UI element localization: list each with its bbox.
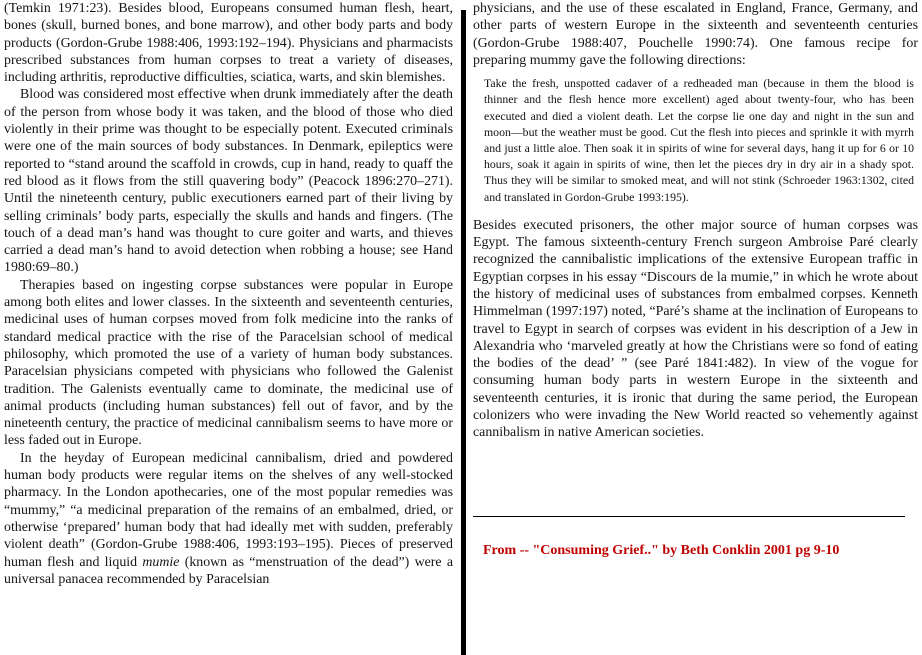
horizontal-rule: [473, 516, 905, 517]
left-paragraph-3: Therapies based on ingesting corpse substances were popular in Europe among both elites and lower classes. In the sixteenth and seventeenth centuries, medicinal uses of human corpses moved from folk medicine into the ranks of standard medical practice with the rise of the Paracelsian school of medical philosophy, which promoted the use of a variety of human body substances. Paracelsian physicians competed with physicians who followed the Galenist tradition. The Galenists eventually came to dominate, the medicinal use of animal products (including human substances) fell out of favor, and by the nineteenth century, the practice of medicinal cannibalism seems to have more or less faded out in Europe.: [4, 277, 453, 449]
mumie-italic: mumie: [142, 554, 180, 570]
recipe-block-quote: Take the fresh, unspotted cadaver of a redheaded man (because in them the blood is thinner and the flesh hence more excellent) aged about twenty-four, who has been executed and died a violent death. Let the corpse lie one day and night in the sun and moon—but the weather must be good. Cut the flesh into pieces and sprinkle it with myrrh and just a little aloe. Then soak it in spirits of wine for several days, hang it up for 6 or 10 hours, soak it again in spirits of wine, then let the pieces dry in dry air in a shady spot. Thus they will be similar to smoked meat, and will not stink (Schroeder 1963:1302, cited and translated in Gordon-Grube 1993:195).: [484, 76, 914, 204]
left-paragraph-4-text-a: In the heyday of European medicinal cannibalism, dried and powdered human body products were regular items on the shelves of any well-stocked pharmacy. In the London apothecaries, one of the most popular remedies was “mummy,” “a medicinal preparation of the remains of an embalmed, dried, or otherwise ‘prepared’ human body that had ideally met with sudden, preferably violent death” (Gordon-Grube 1988:406, 1993:193–195). Pieces of preserved human flesh and liquid: [4, 450, 453, 570]
source-citation: From -- "Consuming Grief.." by Beth Conklin 2001 pg 9-10: [483, 543, 840, 558]
left-paragraph-2: Blood was considered most effective when drunk immediately after the death of the person from whose body it was taken, and the blood of those who died violently in their prime was thought to be especially potent. Executed criminals were one of the main sources of body substances. In Denmark, epileptics were reported to “stand around the scaffold in crowds, cup in hand, ready to quaff the red blood as it flows from the still quavering body” (Peacock 1896:270–271). Until the nineteenth century, public executioners earned part of their living by selling criminals’ body parts, especially the skulls and hands and fingers. (The touch of a dead man’s hand was thought to cure goiter and warts, and thieves carried a dead man’s hand to avoid detection when robbing a house; see Hand 1980:69–80.): [4, 87, 453, 276]
column-divider: [461, 10, 466, 655]
paragraph-gap: [473, 205, 918, 217]
right-paragraph-1: physicians, and the use of these escalated in England, France, Germany, and other parts of western Europe in the sixteenth and seventeenth centuries (Gordon-Grube 1988:407, Pouchelle 1990:74). One famous recipe for preparing mummy gave the following directions:: [473, 1, 918, 68]
left-paragraph-1: (Temkin 1971:23). Besides blood, Europeans consumed human flesh, heart, bones (skull, burned bones, and bone marrow), and other body parts and body products (Gordon-Grube 1988:406, 1993:192–194). Physicians and pharmacists prescribed substances from human corpses to treat a variety of diseases, including arthritis, reproductive difficulties, sciatica, warts, and skin blemishes.: [4, 1, 453, 86]
left-paragraph-4: [4, 450, 453, 588]
left-paragraph-4-text-b: (known as “menstruation of the dead”) were a universal panacea recommended by Paracelsian: [4, 554, 453, 587]
right-paragraph-2: Besides executed prisoners, the other major source of human corpses was Egypt. The famous sixteenth-century French surgeon Ambroise Paré clearly recognized the cannibalistic implications of the extensive European traffic in Egyptian corpses in his essay “Discours de la mumie,” in which he wrote about the history of medicinal uses of substances from embalmed corpses. Kenneth Himmelman (1997:197) noted, “Paré’s shame at the inclination of Europeans to travel to Egypt in search of corpses was evident in his description of a Jew in Alexandria who ‘marveled greatly at how the Christians were so fond of eating the bodies of the dead’ ” (see Paré 1841:482). In view of the vogue for consuming human body parts in western Europe in the sixteenth and seventeenth centuries, it is ironic that during the same period, the European colonizers who were invading the New World reacted so vehemently against cannibalism in native American societies.: [473, 217, 918, 441]
right-column: [473, 0, 918, 442]
left-column: [4, 0, 453, 588]
